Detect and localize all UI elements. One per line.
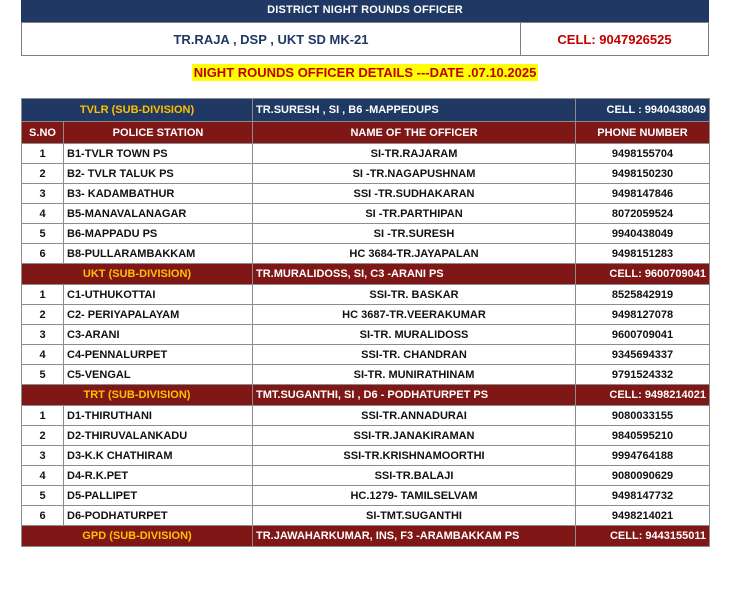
row-phone: 9791524332 (576, 365, 710, 385)
row-station: B2- TVLR TALUK PS (64, 164, 253, 184)
row-station: B1-TVLR TOWN PS (64, 144, 253, 164)
division-name: GPD (SUB-DIVISION) (22, 526, 253, 547)
row-officer: SI-TR. MURALIDOSS (253, 325, 576, 345)
row-officer: SI -TR.NAGAPUSHNAM (253, 164, 576, 184)
table-row (22, 325, 710, 345)
division-cell: CELL : 9940438049 (576, 99, 710, 122)
row-phone: 9498150230 (576, 164, 710, 184)
table-row (22, 406, 710, 426)
row-station: C2- PERIYAPALAYAM (64, 305, 253, 325)
division-cell: CELL: 9443155011 (576, 526, 710, 547)
row-sno: 6 (22, 506, 64, 526)
table-row (22, 305, 710, 325)
date-heading-text: NIGHT ROUNDS OFFICER DETAILS ---DATE .07.10.2025 (193, 65, 537, 80)
table-row (22, 144, 710, 164)
row-phone: 9498155704 (576, 144, 710, 164)
row-officer: SSI-TR.JANAKIRAMAN (253, 426, 576, 446)
table-row (22, 506, 710, 526)
division-name: UKT (SUB-DIVISION) (22, 264, 253, 285)
row-officer: HC 3684-TR.JAYAPALAN (253, 244, 576, 264)
table-row (22, 345, 710, 365)
row-phone: 9498127078 (576, 305, 710, 325)
row-station: C1-UTHUKOTTAI (64, 285, 253, 305)
table-row (22, 466, 710, 486)
division-officer: TR.JAWAHARKUMAR, INS, F3 -ARAMBAKKAM PS (253, 526, 576, 547)
row-sno: 6 (22, 244, 64, 264)
row-phone: 9498214021 (576, 506, 710, 526)
row-phone: 8525842919 (576, 285, 710, 305)
row-station: C5-VENGAL (64, 365, 253, 385)
division-name: TRT (SUB-DIVISION) (22, 385, 253, 406)
row-sno: 2 (22, 164, 64, 184)
row-station: B5-MANAVALANAGAR (64, 204, 253, 224)
table-row (22, 224, 710, 244)
table-row (22, 446, 710, 466)
col-header-officer: NAME OF THE OFFICER (253, 122, 576, 144)
row-phone: 9498151283 (576, 244, 710, 264)
row-officer: SI-TR. MUNIRATHINAM (253, 365, 576, 385)
table-row (22, 426, 710, 446)
row-sno: 5 (22, 486, 64, 506)
table-row (22, 244, 710, 264)
row-station: D6-PODHATURPET (64, 506, 253, 526)
row-officer: SI-TR.RAJARAM (253, 144, 576, 164)
district-officer-cell: CELL: 9047926525 (557, 31, 672, 47)
row-station: C3-ARANI (64, 325, 253, 345)
row-officer: SI -TR.PARTHIPAN (253, 204, 576, 224)
row-station: B6-MAPPADU PS (64, 224, 253, 244)
row-station: B3- KADAMBATHUR (64, 184, 253, 204)
row-station: D5-PALLIPET (64, 486, 253, 506)
division-row-gpd (22, 526, 710, 547)
division-cell: CELL: 9600709041 (576, 264, 710, 285)
row-officer: SSI-TR.KRISHNAMOORTHI (253, 446, 576, 466)
night-rounds-table (21, 98, 710, 547)
row-officer: HC.1279- TAMILSELVAM (253, 486, 576, 506)
row-phone: 9940438049 (576, 224, 710, 244)
table-row (22, 486, 710, 506)
row-officer: SSI-TR.ANNADURAI (253, 406, 576, 426)
row-officer: SSI -TR.SUDHAKARAN (253, 184, 576, 204)
row-phone: 9994764188 (576, 446, 710, 466)
row-sno: 3 (22, 325, 64, 345)
division-name: TVLR (SUB-DIVISION) (22, 99, 253, 122)
row-phone: 9080090629 (576, 466, 710, 486)
row-sno: 4 (22, 466, 64, 486)
row-phone: 8072059524 (576, 204, 710, 224)
row-sno: 5 (22, 365, 64, 385)
district-officer-row (21, 22, 709, 56)
row-phone: 9600709041 (576, 325, 710, 345)
row-officer: SI -TR.SURESH (253, 224, 576, 244)
row-station: B8-PULLARAMBAKKAM (64, 244, 253, 264)
row-station: D1-THIRUTHANI (64, 406, 253, 426)
row-officer: SSI-TR.BALAJI (253, 466, 576, 486)
row-officer: HC 3687-TR.VEERAKUMAR (253, 305, 576, 325)
table-row (22, 285, 710, 305)
table-header (22, 122, 710, 144)
table-row (22, 184, 710, 204)
col-header-station: POLICE STATION (64, 122, 253, 144)
date-heading (0, 64, 730, 82)
division-row-ukt (22, 264, 710, 285)
row-phone: 9840595210 (576, 426, 710, 446)
row-station: D2-THIRUVALANKADU (64, 426, 253, 446)
division-officer: TR.SURESH , SI , B6 -MAPPEDUPS (253, 99, 576, 122)
row-station: D4-R.K.PET (64, 466, 253, 486)
row-station: D3-K.K CHATHIRAM (64, 446, 253, 466)
row-phone: 9498147732 (576, 486, 710, 506)
row-sno: 3 (22, 184, 64, 204)
row-sno: 3 (22, 446, 64, 466)
row-sno: 1 (22, 406, 64, 426)
row-officer: SSI-TR. BASKAR (253, 285, 576, 305)
row-phone: 9080033155 (576, 406, 710, 426)
row-officer: SSI-TR. CHANDRAN (253, 345, 576, 365)
col-header-phone: PHONE NUMBER (576, 122, 710, 144)
col-header-sno: S.NO (22, 122, 64, 144)
division-row-tvlr (22, 99, 710, 122)
division-officer: TR.MURALIDOSS, SI, C3 -ARANI PS (253, 264, 576, 285)
row-phone: 9345694337 (576, 345, 710, 365)
row-phone: 9498147846 (576, 184, 710, 204)
page-title: DISTRICT NIGHT ROUNDS OFFICER (21, 0, 709, 22)
table-row (22, 164, 710, 184)
row-sno: 5 (22, 224, 64, 244)
row-sno: 2 (22, 426, 64, 446)
division-row-trt (22, 385, 710, 406)
district-officer-name: TR.RAJA , DSP , UKT SD MK-21 (22, 23, 521, 55)
row-sno: 4 (22, 345, 64, 365)
row-sno: 1 (22, 144, 64, 164)
row-sno: 1 (22, 285, 64, 305)
row-officer: SI-TMT.SUGANTHI (253, 506, 576, 526)
division-officer: TMT.SUGANTHI, SI , D6 - PODHATURPET PS (253, 385, 576, 406)
row-station: C4-PENNALURPET (64, 345, 253, 365)
table-row (22, 204, 710, 224)
row-sno: 2 (22, 305, 64, 325)
table-row (22, 365, 710, 385)
row-sno: 4 (22, 204, 64, 224)
division-cell: CELL: 9498214021 (576, 385, 710, 406)
